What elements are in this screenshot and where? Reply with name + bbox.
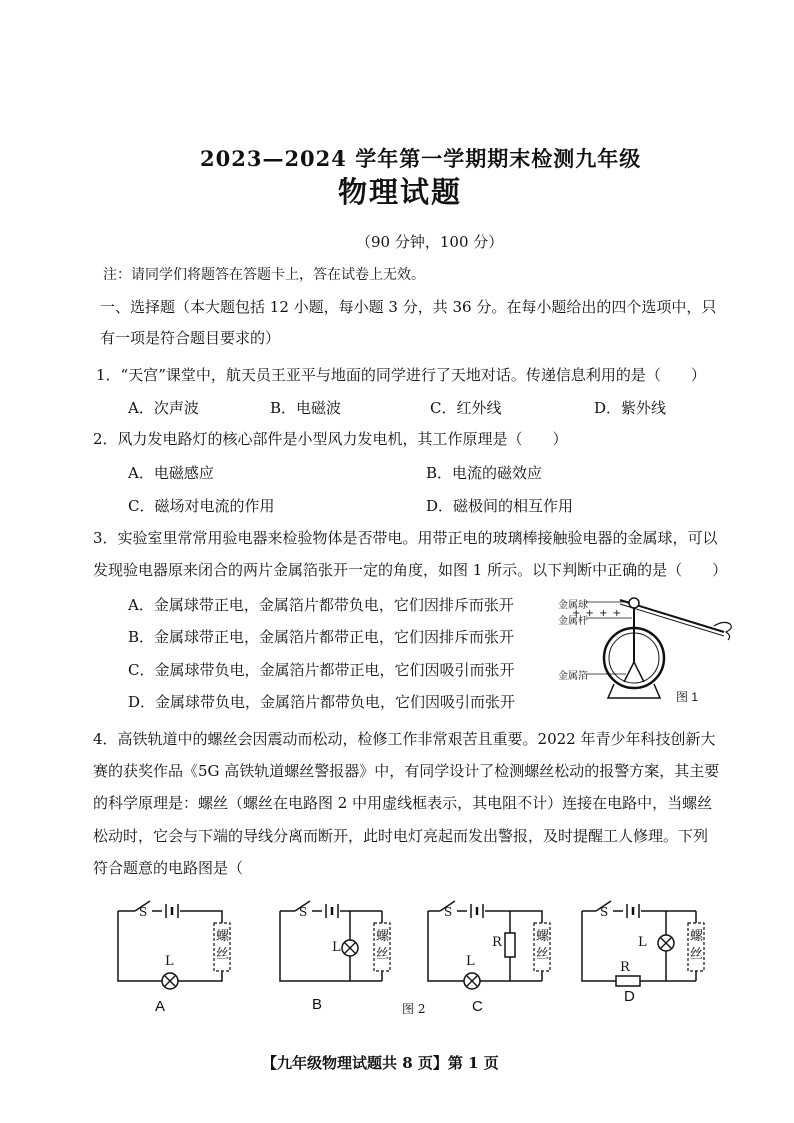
question-3-stem-line2: 发现验电器原来闭合的两片金属箔张开一定的角度，如图 1 所示。以下判断中正确的是（ ） [93, 561, 728, 579]
circuit-label-a: A [155, 998, 166, 1015]
q2-option-b: B．电流的磁效应 [426, 464, 543, 482]
label-metal-ball: 金属球 [558, 600, 588, 611]
switch-label-b: S [299, 905, 308, 919]
time-score: （90 分钟，100 分） [356, 233, 504, 251]
resistor-label-c: R [492, 935, 502, 950]
lamp-a [162, 973, 178, 989]
lamp-label-d: L [638, 935, 647, 950]
question-4-stem-line1: 4．高铁轨道中的螺丝会因震动而松动，检修工作非常艰苦且重要。2022 年青少年科技创新大 [93, 730, 716, 748]
lamp-d [658, 935, 674, 951]
battery-c [471, 904, 483, 918]
q2-option-a: A．电磁感应 [128, 464, 214, 482]
screw-label-a: 螺 丝 [216, 929, 230, 962]
section-heading-line2: 有一项是符合题目要求的） [100, 329, 281, 347]
battery-b [326, 904, 338, 918]
label-metal-rod: 金属杆 [558, 616, 588, 627]
section-heading-line1: 一、选择题（本大题包括 12 小题，每小题 3 分，共 36 分。在每小题给出的四个选项中，只 [100, 298, 717, 316]
metal-foil-right [634, 662, 644, 682]
exam-note: 注：请同学们将题答在答题卡上，答在试卷上无效。 [103, 267, 425, 283]
circuit-a [118, 901, 230, 989]
q3-option-b: B．金属球带正电，金属箔片都带正电，它们因排斥而张开 [128, 628, 515, 646]
resistor-label-d: R [620, 960, 630, 975]
exam-title: 2023—2024 学年第一学期期末检测九年级 [200, 146, 642, 171]
label-metal-foil: 金属箔 [558, 671, 588, 682]
switch-label-a: S [139, 905, 148, 919]
metal-ball [629, 598, 639, 608]
screw-label-b: 螺 丝 [376, 929, 390, 962]
question-3-stem-line1: 3．实验室里常常用验电器来检验物体是否带电。用带正电的玻璃棒接触验电器的金属球，可以 [93, 529, 718, 547]
q3-option-c: C．金属球带负电，金属箔片都带正电，它们因吸引而张开 [128, 661, 515, 679]
metal-foil-left [624, 662, 634, 682]
lamp-c [464, 973, 480, 989]
charge-signs: + + + + [572, 608, 623, 619]
question-4-stem-line5: 符合题意的电路图是（ [93, 859, 244, 877]
lamp-label-a: L [165, 954, 174, 969]
circuit-label-c: C [472, 998, 483, 1015]
q3-option-d: D．金属球带负电，金属箔片都带负电，它们因吸引而张开 [128, 693, 516, 711]
screw-label-c: 螺 丝 [536, 929, 550, 962]
page-footer: 【九年级物理试题共 8 页】第 1 页 [262, 1054, 499, 1072]
lamp-b [342, 940, 358, 956]
electroscope-base [608, 684, 660, 698]
lamp-label-b: L [332, 940, 341, 955]
figure-2-caption: 图 2 [402, 1002, 426, 1016]
question-4-stem-line4: 松动时，它会与下端的导线分离而断开，此时电灯亮起而发出警报，及时提醒工人修理。下列 [93, 827, 709, 845]
screw-label-d: 螺 丝 [690, 929, 704, 962]
q1-option-b: B．电磁波 [270, 399, 342, 417]
q2-option-c: C．磁场对电流的作用 [128, 497, 275, 515]
question-1-stem: 1．“天宫”课堂中，航天员王亚平与地面的同学进行了天地对话。传递信息利用的是（ ） [96, 366, 706, 384]
battery-a [166, 904, 178, 918]
question-4-stem-line3: 的科学原理是：螺丝（螺丝在电路图 2 中用虚线框表示，其电阻不计）连接在电路中，当螺丝 [93, 794, 713, 812]
circuit-label-b: B [312, 996, 323, 1013]
question-2-stem: 2．风力发电路灯的核心部件是小型风力发电机，其工作原理是（ ） [93, 430, 568, 448]
q3-option-a: A．金属球带正电，金属箔片都带负电，它们因排斥而张开 [128, 596, 514, 614]
switch-label-d: S [600, 905, 609, 919]
battery-d [627, 904, 639, 918]
circuit-label-d: D [624, 988, 635, 1005]
q1-option-c: C．红外线 [430, 399, 502, 417]
q1-option-a: A．次声波 [128, 399, 199, 417]
resistor-c [505, 933, 515, 957]
lamp-label-c: L [466, 954, 475, 969]
resistor-d [616, 976, 640, 986]
switch-label-c: S [444, 905, 453, 919]
q2-option-d: D．磁极间的相互作用 [426, 497, 574, 515]
exam-subject: 物理试题 [338, 175, 463, 209]
q1-option-d: D．紫外线 [594, 399, 667, 417]
figure-1-caption: 图 1 [676, 690, 699, 704]
question-4-stem-line2: 赛的获奖作品《5G 高铁轨道螺丝警报器》中，有同学设计了检测螺丝松动的报警方案，其主要 [93, 762, 720, 780]
